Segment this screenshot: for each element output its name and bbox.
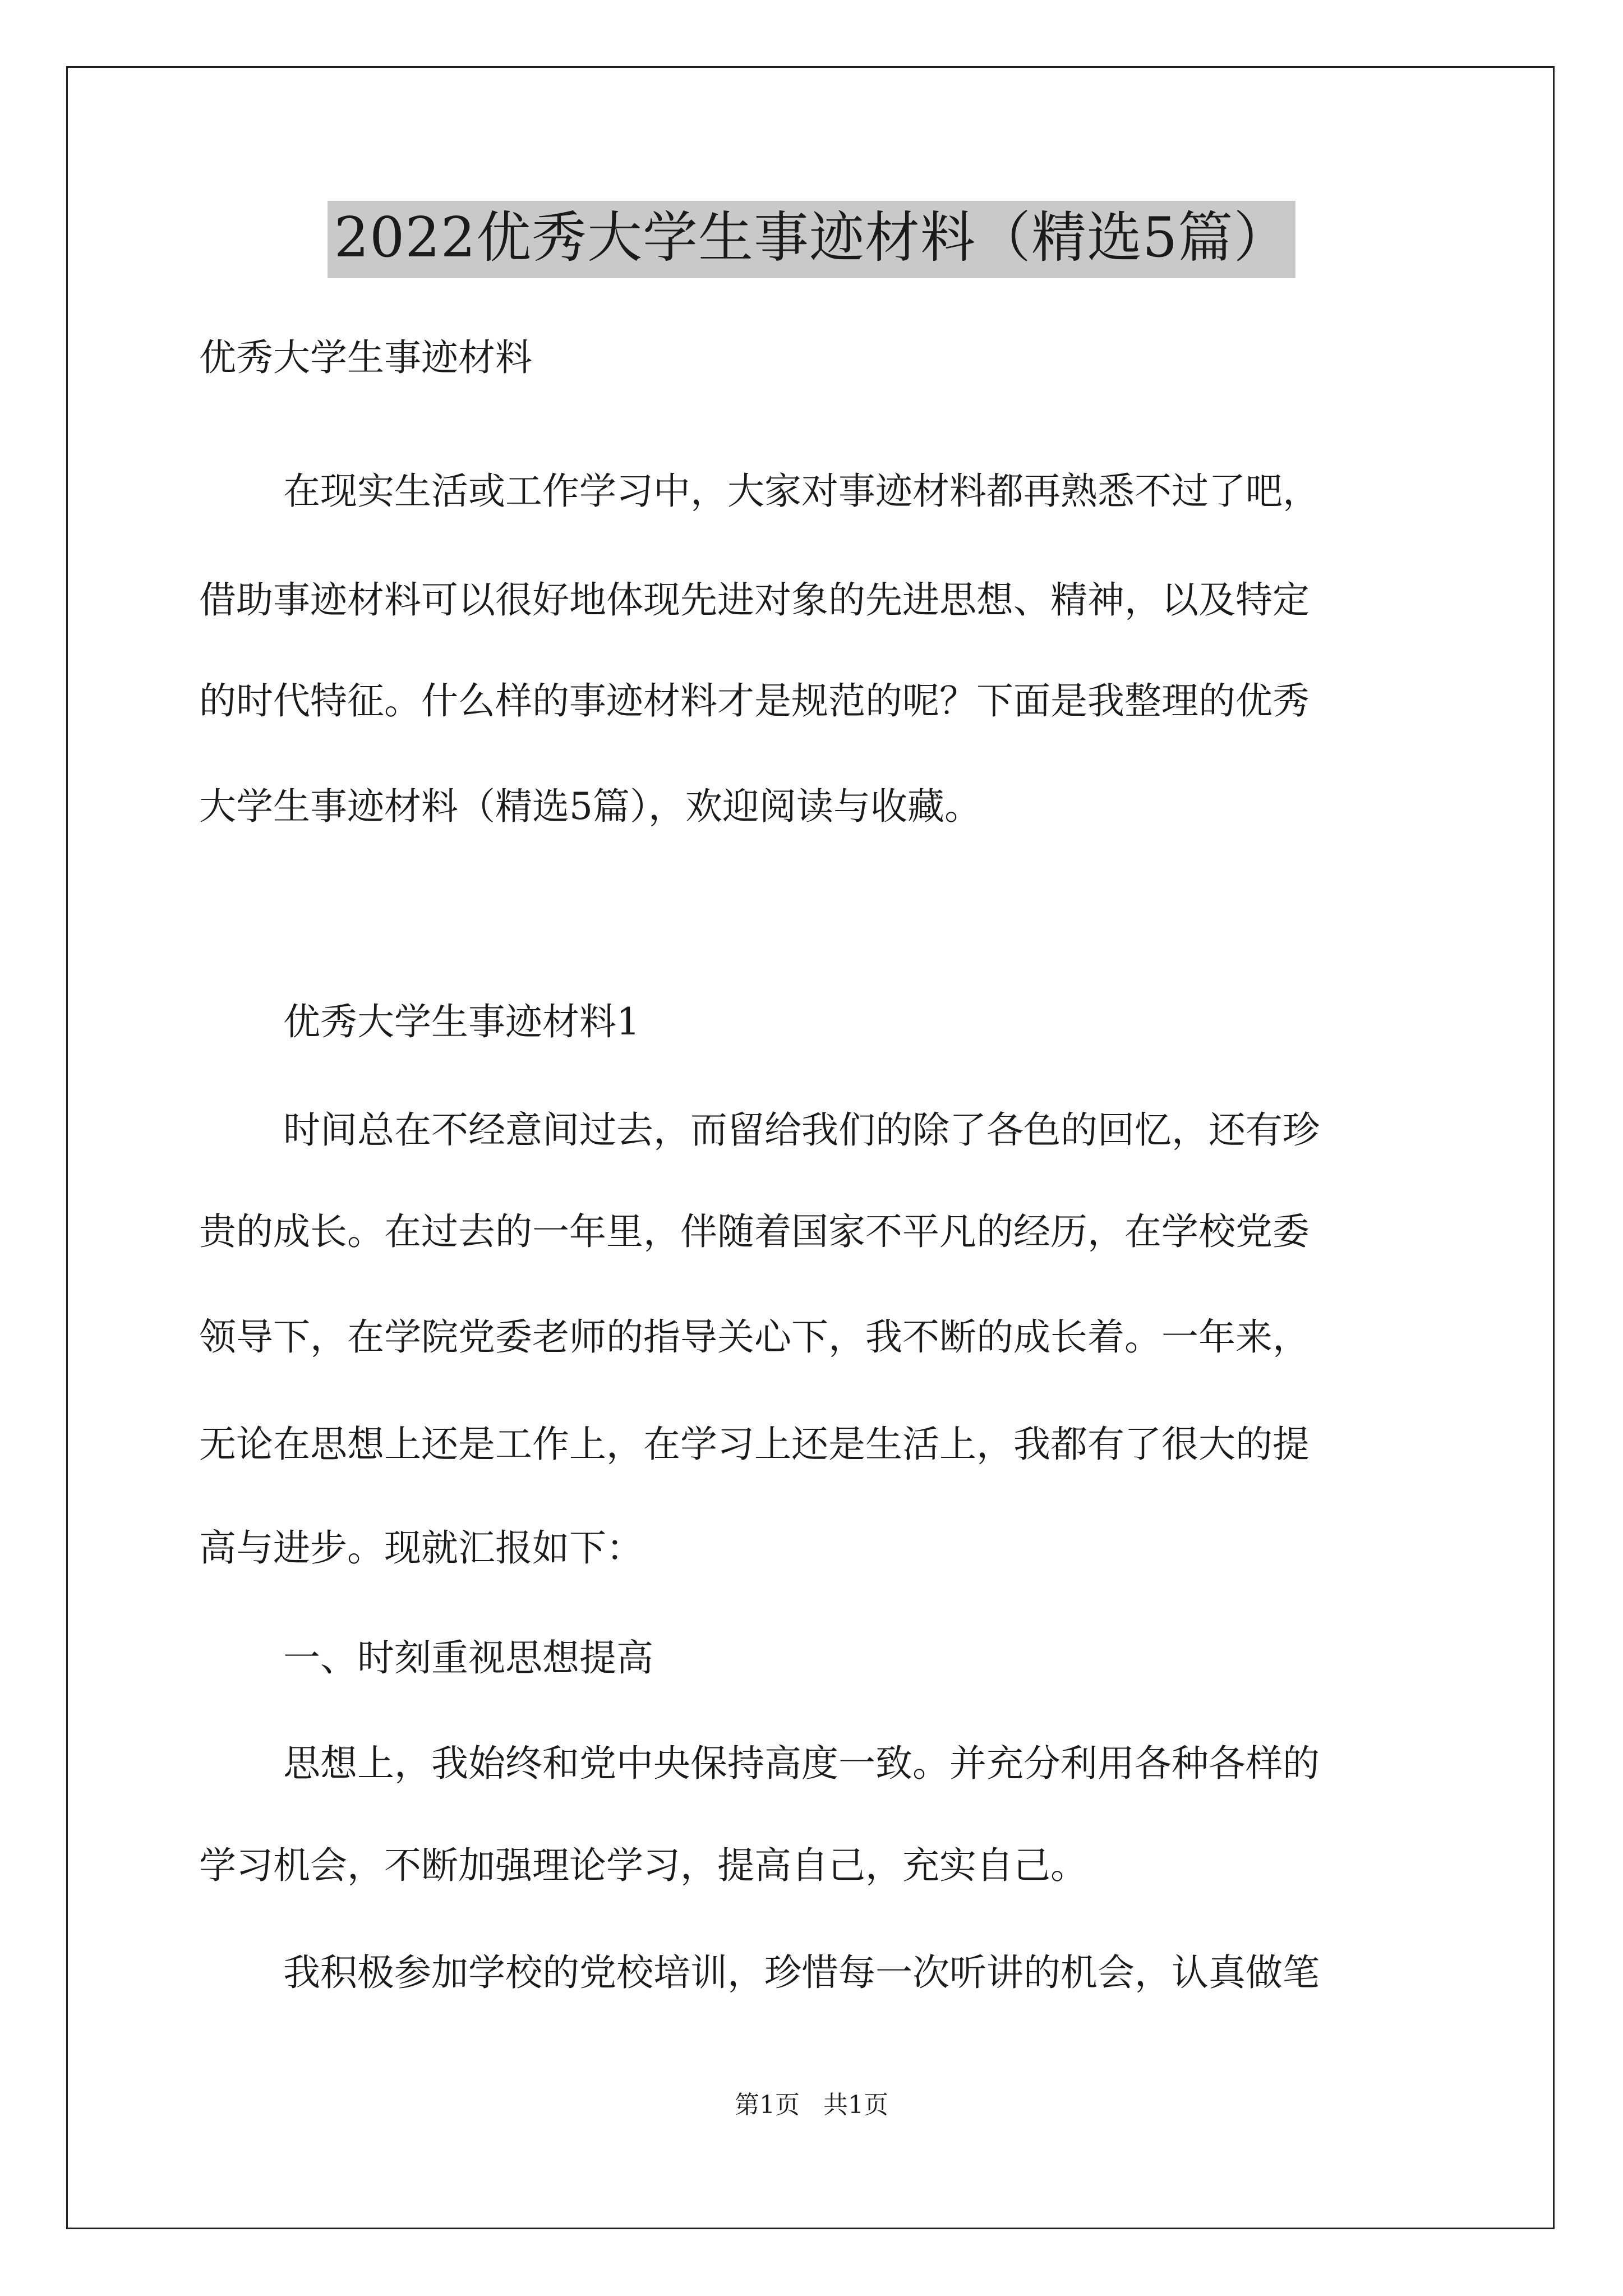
paragraph-line: 思想上，我始终和党中央保持高度一致。并充分利用各种各样的 [283, 1742, 1320, 1785]
paragraph-line: 在现实生活或工作学习中，大家对事迹材料都再熟悉不过了吧， [283, 470, 1320, 513]
paragraph-line: 高与进步。现就汇报如下： [199, 1526, 643, 1570]
subsection-heading: 优秀大学生事迹材料1 [283, 1000, 640, 1043]
paragraph-line: 学习机会，不断加强理论学习，提高自己，充实自己。 [199, 1844, 1087, 1887]
paragraph-line: 借助事迹材料可以很好地体现先进对象的先进思想、精神，以及特定 [199, 578, 1310, 622]
document-title: 2022优秀大学生事迹材料（精选5篇） [328, 201, 1296, 278]
paragraph-line: 贵的成长。在过去的一年里，伴随着国家不平凡的经历，在学校党委 [199, 1210, 1310, 1253]
paragraph-line: 时间总在不经意间过去，而留给我们的除了各色的回忆，还有珍 [283, 1108, 1320, 1152]
paragraph-line: 的时代特征。什么样的事迹材料才是规范的呢？下面是我整理的优秀 [199, 679, 1310, 723]
paragraph-line: 我积极参加学校的党校培训，珍惜每一次听讲的机会，认真做笔 [283, 1951, 1320, 1994]
paragraph-line: 无论在思想上还是工作上，在学习上还是生活上，我都有了很大的提 [199, 1423, 1310, 1466]
page-footer: 第1页 共1页 [735, 2091, 888, 2119]
section-heading: 优秀大学生事迹材料 [199, 336, 532, 379]
title-container [0, 201, 1623, 278]
paragraph-line: 领导下，在学院党委老师的指导关心下，我不断的成长着。一年来， [199, 1315, 1310, 1359]
paragraph-line: 大学生事迹材料（精选5篇），欢迎阅读与收藏。 [199, 785, 981, 828]
list-heading: 一、时刻重视思想提高 [283, 1636, 653, 1680]
